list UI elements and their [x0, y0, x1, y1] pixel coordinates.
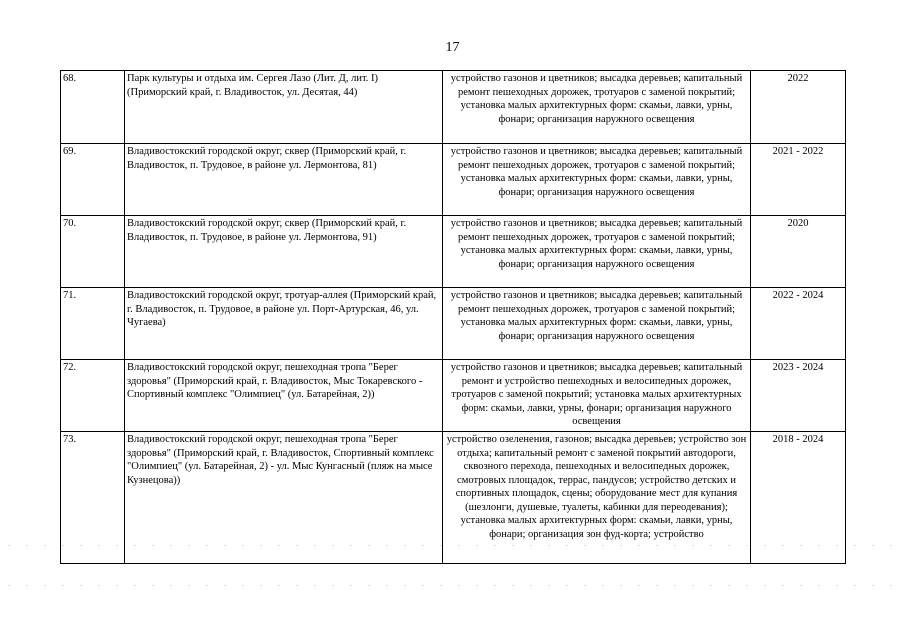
object-description: Владивостокский городской округ, сквер (Приморский край, г. Владивосток, п. Трудовое, в районе ул. Лермонтова, 81) — [125, 144, 443, 216]
works-description: устройство газонов и цветников; высадка деревьев; капитальный ремонт пешеходных дорожек, тротуаров с заменой покрытий; установка малых архитектурных форм: скамьи, лавки, урны, фонари; организация наружного освещения — [443, 144, 751, 216]
row-number: 68. — [61, 71, 125, 144]
works-description: устройство газонов и цветников; высадка деревьев; капитальный ремонт пешеходных дорожек, тротуаров с заменой покрытий; установка малых архитектурных форм: скамьи, лавки, урны, фонари; организация наружного освещения — [443, 216, 751, 288]
implementation-years: 2022 - 2024 — [751, 288, 846, 360]
object-description: Парк культуры и отдыха им. Сергея Лазо (Лит. Д, лит. I) (Приморский край, г. Владивосток, ул. Десятая, 44) — [125, 71, 443, 144]
object-description: Владивостокский городской округ, сквер (Приморский край, г. Владивосток, п. Трудовое, в районе ул. Лермонтова, 91) — [125, 216, 443, 288]
scan-artifact-dots — [0, 585, 905, 586]
works-description: устройство озеленения, газонов; высадка деревьев; устройство зон отдыха; капитальный ремонт с заменой покрытий автодороги, сквозного перехода, пешеходных и велосипедных дорожек, смотровых площадок, террас, пандусов; устройство детских и спортивных площадок, сцены; оборудование мест для купания (шезлонги, душевые, туалеты, кабинки для переодевания); установка малых архитектурных форм: скамьи, лавки, урны, фонари; организация зон фуд-корта; устройство — [443, 432, 751, 564]
object-description: Владивостокский городской округ, пешеходная тропа "Берег здоровья" (Приморский край, г. Владивосток, Спортивный комплекс "Олимпиец" (ул. Батарейная, 2) - ул. Мыс Кунгасный (пляж на мысе Кузнецова)) — [125, 432, 443, 564]
implementation-years: 2022 — [751, 71, 846, 144]
object-description: Владивостокский городской округ, пешеходная тропа "Берег здоровья" (Приморский край, г. Владивосток, Мыс Токаревского - Спортивный комплекс "Олимпиец" (ул. Батарейная, 2)) — [125, 360, 443, 432]
works-description: устройство газонов и цветников; высадка деревьев; капитальный ремонт пешеходных дорожек, тротуаров с заменой покрытий; установка малых архитектурных форм: скамьи, лавки, урны, фонари; организация наружного освещения — [443, 288, 751, 360]
works-description: устройство газонов и цветников; высадка деревьев; капитальный ремонт и устройство пешеходных и велосипедных дорожек, тротуаров с заменой покрытий; установка малых архитектурных форм: скамьи, лавки, урны, фонари; организация наружного освещения — [443, 360, 751, 432]
table-row — [61, 360, 846, 432]
row-number: 73. — [61, 432, 125, 564]
table-row — [61, 432, 846, 564]
table-row — [61, 288, 846, 360]
works-description: устройство газонов и цветников; высадка деревьев; капитальный ремонт пешеходных дорожек, тротуаров с заменой покрытий; установка малых архитектурных форм: скамьи, лавки, урны, фонари; организация наружного освещения — [443, 71, 751, 144]
row-number: 69. — [61, 144, 125, 216]
table-row — [61, 144, 846, 216]
program-table — [60, 70, 846, 564]
implementation-years: 2023 - 2024 — [751, 360, 846, 432]
table-row — [61, 216, 846, 288]
object-description: Владивостокский городской округ, тротуар-аллея (Приморский край, г. Владивосток, п. Трудовое, в районе ул. Порт-Артурская, 46, ул. Чугаева) — [125, 288, 443, 360]
table-row — [61, 71, 846, 144]
page-number: 17 — [445, 40, 460, 55]
row-number: 72. — [61, 360, 125, 432]
scan-artifact-dots — [0, 545, 905, 546]
implementation-years: 2018 - 2024 — [751, 432, 846, 564]
implementation-years: 2020 — [751, 216, 846, 288]
implementation-years: 2021 - 2022 — [751, 144, 846, 216]
row-number: 71. — [61, 288, 125, 360]
row-number: 70. — [61, 216, 125, 288]
